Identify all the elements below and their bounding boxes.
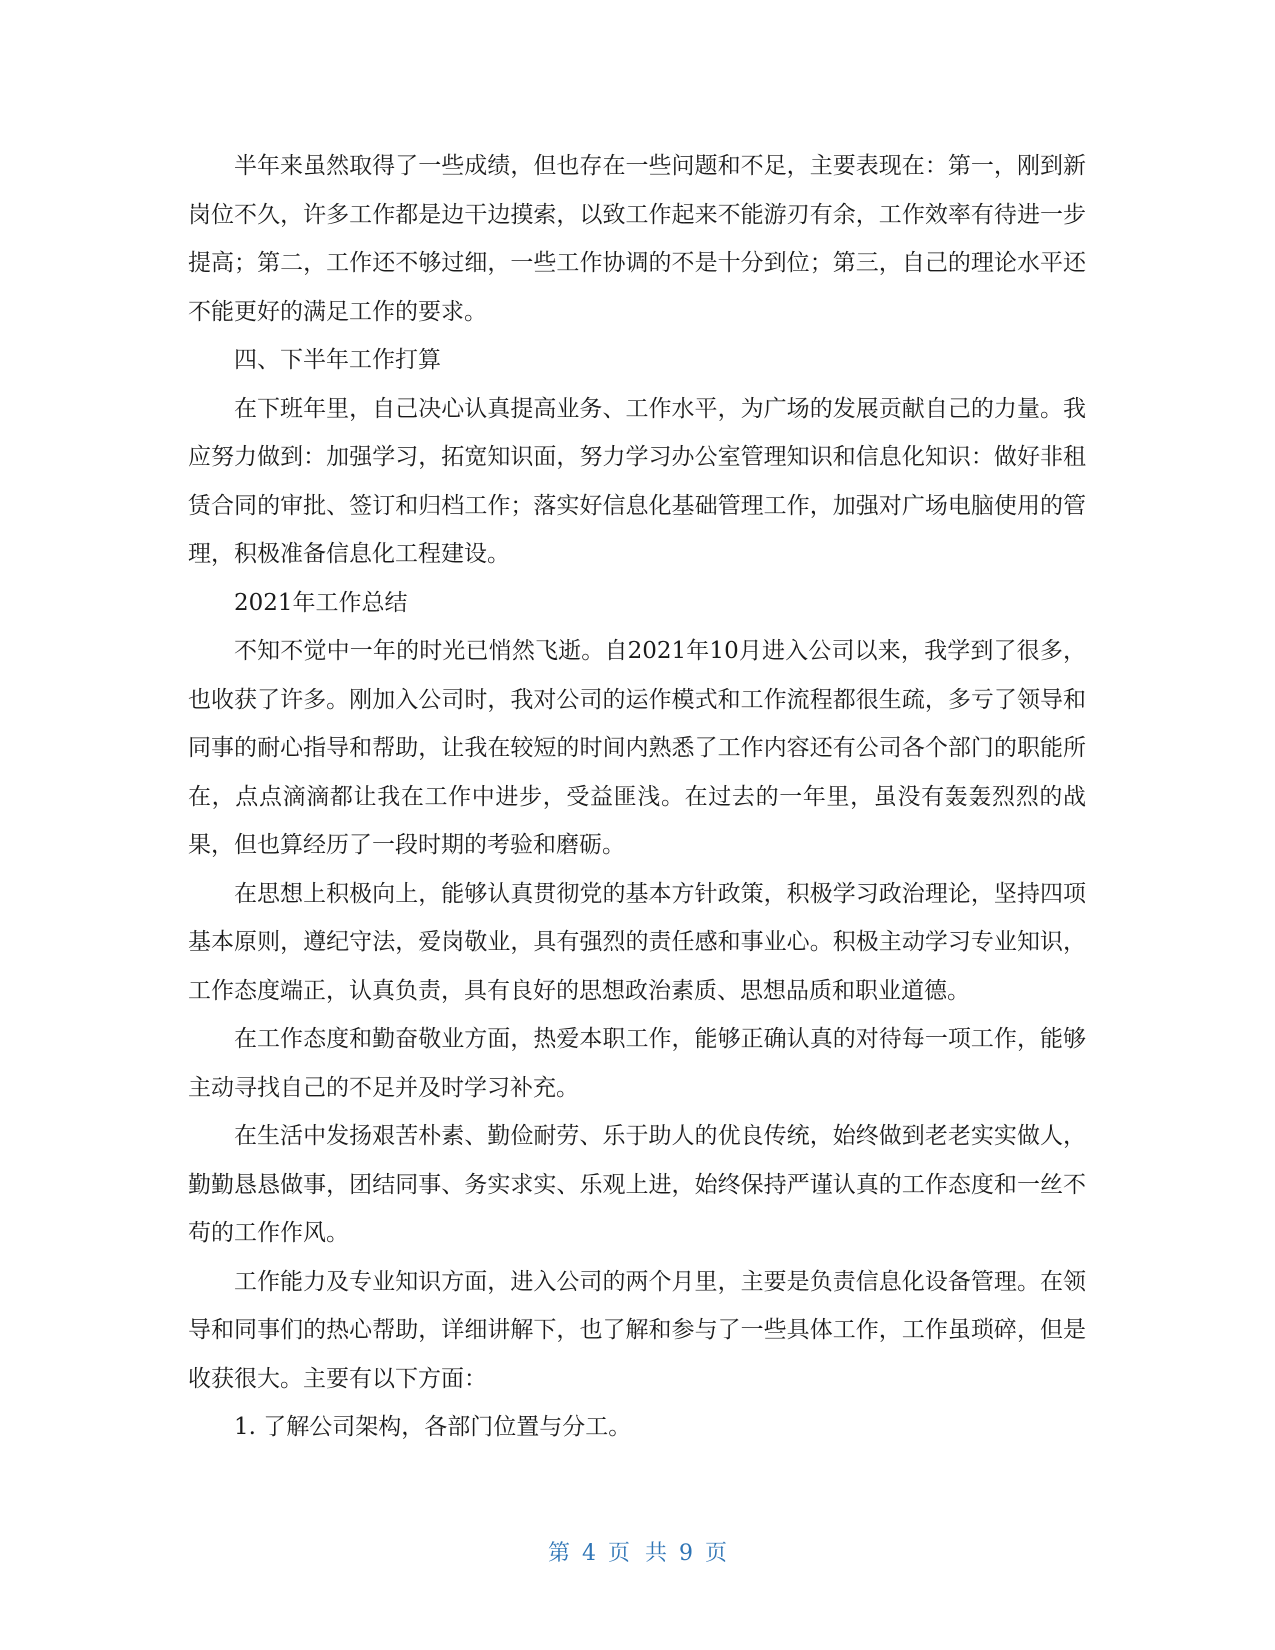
footer-total-pages: 9 (679, 1541, 693, 1566)
paragraph-ability: 工作能力及专业知识方面，进入公司的两个月里，主要是负责信息化设备管理。在领导和同事们的热心帮助，详细讲解下，也了解和参与了一些具体工作，工作虽琐碎，但是收获很大。主要有以下方面： (188, 1268, 1086, 1392)
footer-suffix: 页 (705, 1541, 728, 1566)
section-heading-plan: 四、下半年工作打算 (234, 347, 441, 373)
paragraph-life: 在生活中发扬艰苦朴素、勤俭耐劳、乐于助人的优良传统，始终做到老老实实做人，勤勤恳恳做事，团结同事、务实求实、乐观上进，始终保持严谨认真的工作态度和一丝不苟的工作作风。 (188, 1123, 1086, 1246)
footer-current-page: 4 (582, 1541, 596, 1566)
list-item-1: 1. 了解公司架构，各部门位置与分工。 (234, 1414, 632, 1440)
paragraph-shortcomings: 半年来虽然取得了一些成绩，但也存在一些问题和不足，主要表现在：第一，刚到新岗位不久，许多工作都是边干边摸索，以致工作起来不能游刃有余，工作效率有待进一步提高；第二，工作还不够过细，一些工作协调的不是十分到位；第三，自己的理论水平还不能更好的满足工作的要求。 (188, 153, 1086, 325)
document-body (188, 142, 1086, 1452)
paragraph-intro: 不知不觉中一年的时光已悄然飞逝。自2021年10月进入公司以来，我学到了很多，也收获了许多。刚加入公司时，我对公司的运作模式和工作流程都很生疏，多亏了领导和同事的耐心指导和帮助，让我在较短的时间内熟悉了工作内容还有公司各个部门的职能所在，点点滴滴都让我在工作中进步，受益匪浅。在过去的一年里，虽没有轰轰烈烈的战果，但也算经历了一段时期的考验和磨砺。 (188, 638, 1086, 858)
footer-prefix: 第 (547, 1541, 570, 1566)
paragraph-attitude: 在工作态度和勤奋敬业方面，热爱本职工作，能够正确认真的对待每一项工作，能够主动寻找自己的不足并及时学习补充。 (188, 1026, 1086, 1101)
page-number-footer (0, 1536, 1275, 1567)
paragraph-thought: 在思想上积极向上，能够认真贯彻党的基本方针政策，积极学习政治理论，坚持四项基本原则，遵纪守法，爱岗敬业，具有强烈的责任感和事业心。积极主动学习专业知识，工作态度端正，认真负责，具有良好的思想政治素质、思想品质和职业道德。 (188, 880, 1086, 1004)
paragraph-plan: 在下班年里，自己决心认真提高业务、工作水平，为广场的发展贡献自己的力量。我应努力做到：加强学习，拓宽知识面，努力学习办公室管理知识和信息化知识：做好非租赁合同的审批、签订和归档工作；落实好信息化基础管理工作，加强对广场电脑使用的管理，积极准备信息化工程建设。 (188, 395, 1086, 567)
section-heading-summary: 2021年工作总结 (234, 589, 408, 616)
footer-middle: 页 共 (608, 1541, 667, 1566)
